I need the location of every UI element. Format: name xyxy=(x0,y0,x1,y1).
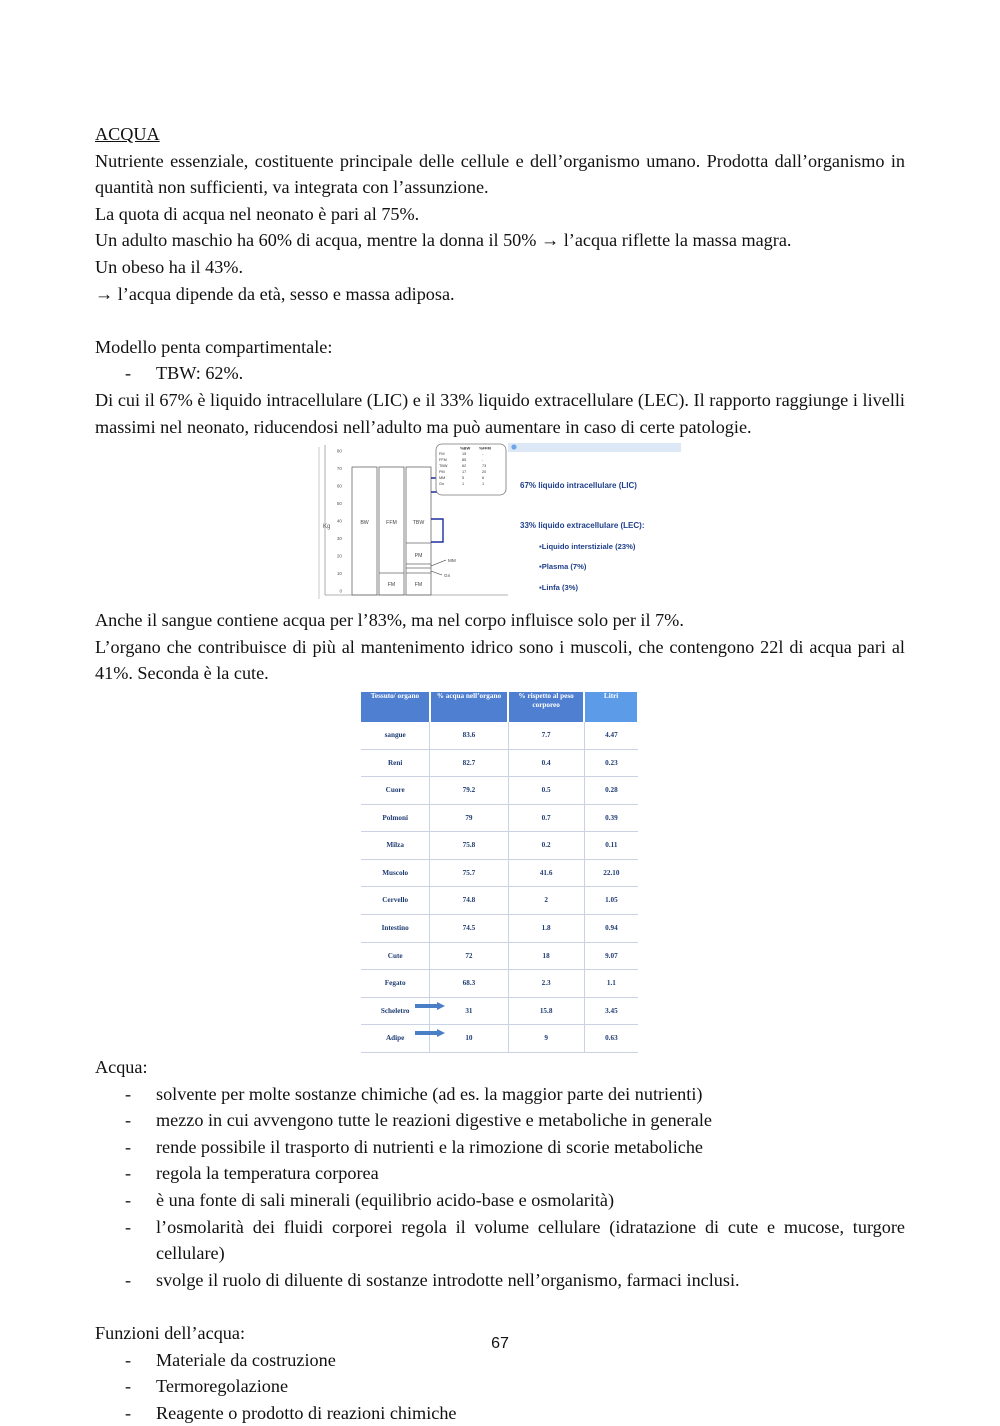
svg-text:20: 20 xyxy=(482,470,487,475)
table-row xyxy=(361,997,638,1025)
table-cell: 0.2 xyxy=(508,832,584,860)
table-cell: 83.6 xyxy=(430,722,508,749)
model-heading: Modello penta compartimentale: xyxy=(95,336,333,357)
table-cell: 22.10 xyxy=(584,859,638,887)
svg-text:73: 73 xyxy=(482,464,487,469)
intro-line: → l’acqua dipende da età, sesso e massa adiposa. xyxy=(95,283,455,304)
table-cell: 15.8 xyxy=(508,997,584,1025)
table-cell: 0.7 xyxy=(508,804,584,832)
svg-text:-: - xyxy=(482,458,484,463)
organ-water-table xyxy=(361,692,639,1053)
table-cell: 31 xyxy=(430,997,508,1025)
table-cell: 75.8 xyxy=(430,832,508,860)
lec-item: ▪Plasma (7%) xyxy=(539,562,587,572)
table-cell: Reni xyxy=(361,749,430,777)
svg-text:1: 1 xyxy=(482,482,485,487)
table-cell: sangue xyxy=(361,722,430,749)
y-tick: 60 xyxy=(336,483,342,489)
table-cell: 82.7 xyxy=(430,749,508,777)
table-cell: 2.3 xyxy=(508,970,584,998)
svg-text:85: 85 xyxy=(462,458,467,463)
svg-text:15: 15 xyxy=(462,452,467,457)
lec-item: ▪Linfa (3%) xyxy=(539,583,578,593)
y-tick: 0 xyxy=(339,588,342,594)
table-cell: 79 xyxy=(430,804,508,832)
table-cell: Muscolo xyxy=(361,859,430,887)
compartment-model-figure xyxy=(318,443,681,603)
list-item: - svolge il ruolo di diluente di sostanze introdotte nell’organismo, farmaci inclusi. xyxy=(125,1269,740,1290)
table-cell: 0.94 xyxy=(584,915,638,943)
svg-text:-: - xyxy=(482,452,484,457)
table-row xyxy=(361,832,638,860)
table-cell: 72 xyxy=(430,942,508,970)
table-row xyxy=(361,777,638,805)
table-cell: 0.5 xyxy=(508,777,584,805)
intro-line: Un obeso ha il 43%. xyxy=(95,256,244,277)
table-cell: 1.8 xyxy=(508,915,584,943)
table-cell: Cuore xyxy=(361,777,430,805)
table-cell: 9 xyxy=(508,1025,584,1053)
document-body xyxy=(95,121,905,1426)
lec-label: 33% liquido extracellulare (LEC): xyxy=(520,521,645,531)
table-cell: 68.3 xyxy=(430,970,508,998)
table-row xyxy=(361,749,638,777)
table-row xyxy=(361,722,638,749)
table-row xyxy=(361,942,638,970)
organ-water-table-wrap xyxy=(361,692,639,1053)
table-cell: 0.39 xyxy=(584,804,638,832)
column-header: % rispetto al peso corporeo xyxy=(508,692,584,722)
table-cell: 1.05 xyxy=(584,887,638,915)
table-row xyxy=(361,970,638,998)
table-cell: 0.11 xyxy=(584,832,638,860)
table-cell: Cervello xyxy=(361,887,430,915)
list-item: - l’osmolarità dei fluidi corporei regola il volume cellulare (idratazione di cute e mucose, turgore cellulare) xyxy=(125,1216,905,1264)
y-tick: 20 xyxy=(336,553,342,559)
list-item: - TBW: 62%. xyxy=(125,363,244,384)
column-header: Litri xyxy=(584,692,638,722)
functions-list xyxy=(95,1347,905,1426)
list-item: - Termoregolazione xyxy=(125,1376,289,1397)
table-row xyxy=(361,915,638,943)
table-cell: 18 xyxy=(508,942,584,970)
table-cell: 74.5 xyxy=(430,915,508,943)
svg-text:TBW: TBW xyxy=(439,464,448,469)
table-cell: 10 xyxy=(430,1025,508,1053)
svg-text:1: 1 xyxy=(462,482,465,487)
svg-text:PM: PM xyxy=(439,470,445,475)
muscle-paragraph: L’organo che contribuisce di più al mantenimento idrico sono i muscoli, che contengono 22l di acqua pari al 41%. Seconda è la cute. xyxy=(95,636,905,684)
table-row xyxy=(361,887,638,915)
svg-text:FFM: FFM xyxy=(439,458,447,463)
table-cell: Fegato xyxy=(361,970,430,998)
y-axis-label: Kg xyxy=(323,524,331,531)
table-row xyxy=(361,804,638,832)
table-cell: 41.6 xyxy=(508,859,584,887)
bar-label: FFM xyxy=(386,520,397,527)
y-tick: 40 xyxy=(336,518,342,524)
intro-paragraph: Nutriente essenziale, costituente principale delle cellule e dell’organismo umano. Prodotta dall’organismo in quantità non sufficienti, va integrata con l’assunzione. xyxy=(95,150,905,198)
lic-label: 67% liquido intracellulare (LIC) xyxy=(520,481,637,491)
y-tick: 30 xyxy=(336,536,342,542)
decor-dot xyxy=(511,445,516,450)
bar-label: TBW xyxy=(412,520,425,527)
table-cell: Milza xyxy=(361,832,430,860)
list-item: - Reagente o prodotto di reazioni chimiche xyxy=(125,1402,457,1423)
page-number: 67 xyxy=(491,1335,509,1352)
table-row xyxy=(361,1025,638,1053)
table-cell: 2 xyxy=(508,887,584,915)
table-cell: 0.23 xyxy=(584,749,638,777)
mm-label: MM xyxy=(448,558,456,564)
svg-text:%BW: %BW xyxy=(460,445,471,451)
water-heading: Acqua: xyxy=(95,1057,148,1078)
svg-text:62: 62 xyxy=(462,464,467,469)
table-cell: 3.45 xyxy=(584,997,638,1025)
table-cell: 9.07 xyxy=(584,942,638,970)
column-header: Tessuto/ organo xyxy=(361,692,430,722)
table-cell: Cute xyxy=(361,942,430,970)
list-item: - Materiale da costruzione xyxy=(125,1349,336,1370)
table-cell: Polmoni xyxy=(361,804,430,832)
table-cell: 4.47 xyxy=(584,722,638,749)
table-cell: Intestino xyxy=(361,915,430,943)
list-item: - regola la temperatura corporea xyxy=(125,1163,379,1184)
section-title: ACQUA xyxy=(95,124,160,144)
svg-text:17: 17 xyxy=(462,470,467,475)
table-cell: 7.7 xyxy=(508,722,584,749)
water-list xyxy=(95,1081,905,1294)
table-cell: 75.7 xyxy=(430,859,508,887)
list-item: - rende possibile il trasporto di nutrienti e la rimozione di scorie metaboliche xyxy=(125,1136,703,1157)
intro-line: Un adulto maschio ha 60% di acqua, mentre la donna il 50% → l’acqua riflette la massa magra. xyxy=(95,230,792,251)
svg-text:FM: FM xyxy=(439,452,445,457)
gn-label: Gn xyxy=(444,573,451,579)
svg-text:Gn: Gn xyxy=(439,482,445,487)
list-item: - solvente per molte sostanze chimiche (ad es. la maggior parte dei nutrienti) xyxy=(125,1083,703,1104)
list-item: - mezzo in cui avvengono tutte le reazioni digestive e metaboliche in generale xyxy=(125,1110,713,1131)
table-cell: Adipe xyxy=(361,1025,430,1053)
table-cell: 79.2 xyxy=(430,777,508,805)
svg-text:MM: MM xyxy=(439,476,446,481)
svg-text:6: 6 xyxy=(482,476,485,481)
table-cell: 74.8 xyxy=(430,887,508,915)
y-tick: 70 xyxy=(336,466,342,472)
organ-table-body xyxy=(361,722,638,1053)
bar-label: BW xyxy=(360,520,369,527)
y-tick: 80 xyxy=(336,448,342,454)
column-header: % acqua nell’organo xyxy=(430,692,508,722)
table-cell: 0.28 xyxy=(584,777,638,805)
list-item: - è una fonte di sali minerali (equilibrio acido-base e osmolarità) xyxy=(125,1190,615,1210)
fm-label: FM xyxy=(387,582,396,589)
fm-label: FM xyxy=(414,582,423,589)
table-cell: 0.4 xyxy=(508,749,584,777)
svg-text:5: 5 xyxy=(462,476,465,481)
model-paragraph: Di cui il 67% è liquido intracellulare (LIC) e il 33% liquido extracellulare (LEC). Il rapporto raggiunge i livelli massimi nel neonato, riducendosi nell’adulto ma può aumentare in caso di certe patologie. xyxy=(95,389,905,437)
blood-line: Anche il sangue contiene acqua per l’83%, ma nel corpo influisce solo per il 7%. xyxy=(95,610,684,631)
lec-item: ▪Liquido interstiziale (23%) xyxy=(539,542,636,552)
functions-heading: Funzioni dell’acqua: xyxy=(95,1322,246,1343)
pm-label: PM xyxy=(414,553,423,560)
y-tick: 50 xyxy=(336,501,342,507)
table-cell: 0.63 xyxy=(584,1025,638,1053)
table-cell: 1.1 xyxy=(584,970,638,998)
model-list xyxy=(95,360,905,387)
table-cell: Scheletro xyxy=(361,997,430,1025)
table-row xyxy=(361,859,638,887)
intro-line: La quota di acqua nel neonato è pari al 75%. xyxy=(95,203,420,224)
y-tick: 10 xyxy=(336,571,342,577)
svg-text:%FFM: %FFM xyxy=(479,445,491,451)
